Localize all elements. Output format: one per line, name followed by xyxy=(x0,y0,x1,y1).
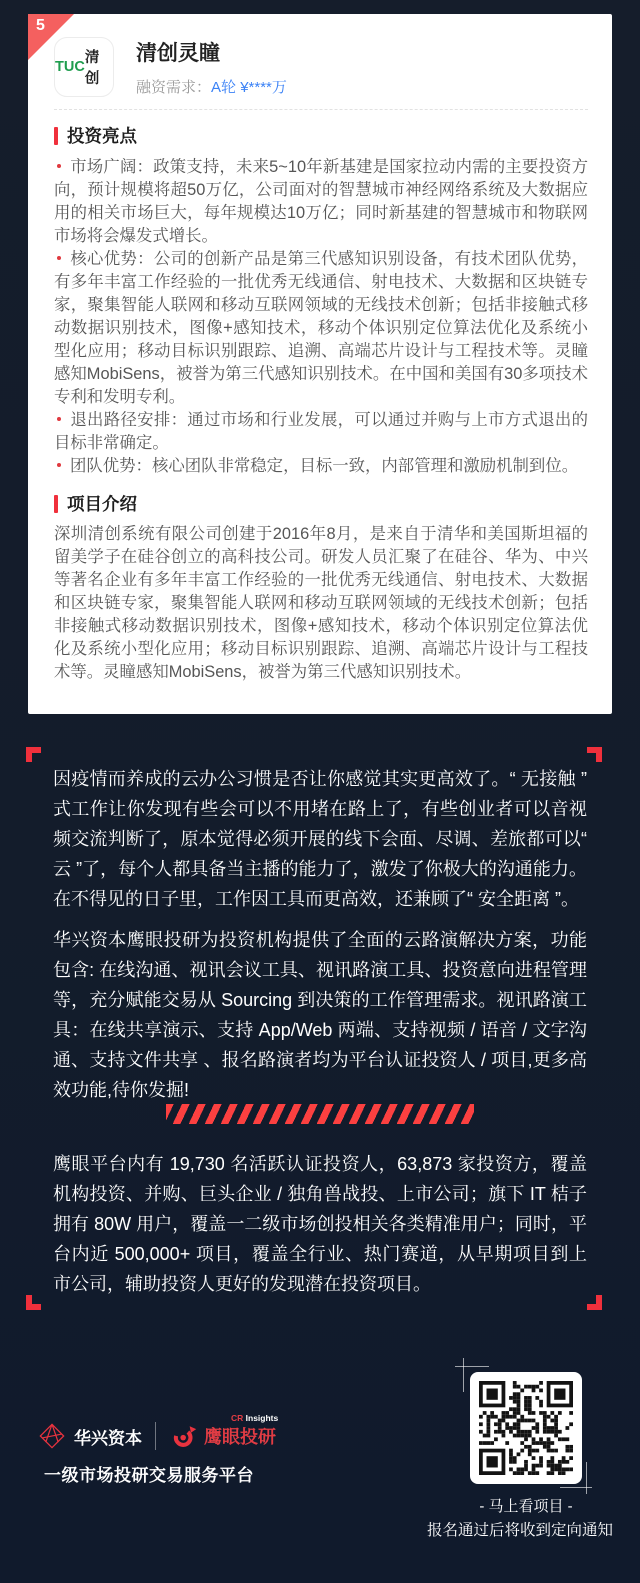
rank-badge-icon xyxy=(28,14,74,60)
corner-bracket-top-left-icon xyxy=(26,747,41,762)
highlight-text: 市场广阔：政策支持，未来5~10年新基建是国家拉动内需的主要投资方向，预计规模将超50万亿，公司面对的智慧城市神经网络系统及大数据应用的相关市场巨大，每年规模达10万亿；同时新基建的智慧城市和物联网市场将会爆发式增长。 xyxy=(54,158,588,245)
cr-rest: Insights xyxy=(243,1413,279,1423)
card-header-text xyxy=(136,37,287,97)
footer-brands xyxy=(38,1413,279,1450)
brand-left-name: 华兴资本 xyxy=(74,1428,142,1448)
company-logo-text-cn: 清创 xyxy=(84,50,100,87)
corner-bracket-bottom-right-icon xyxy=(587,1295,602,1310)
qr-code xyxy=(470,1372,582,1484)
dashed-divider xyxy=(54,109,588,110)
intro-paragraph: 深圳清创系统有限公司创建于2016年8月，是来自于清华和美国斯坦福的留美学子在硅谷创立的高科技公司。研发人员汇聚了在硅谷、华为、中兴等著名企业有多年丰富工作经验的一批优秀无线通信、射电技术、大数据和区块链专家，聚集智能人联网和移动互联网领域的无线技术创新；包括非接触式移动数据识别技术，图像+感知技术，移动个体识别定位算法优化及系统小型化应用；移动目标识别跟踪、追溯、高端芯片设计与工程技术等。灵瞳感知MobiSens，被誉为第三代感知识别技术。 xyxy=(54,525,588,681)
highlight-text: 团队优势：核心团队非常稳定，目标一致，内部管理和激励机制到位。 xyxy=(70,457,579,475)
project-card xyxy=(28,14,612,714)
highlight-text: 退出路径安排：通过市场和行业发展，可以通过并购与上市方式退出的目标非常确定。 xyxy=(54,411,588,452)
promo-paragraph-3: 鹰眼平台内有 19,730 名活跃认证投资人，63,873 家投资方，覆盖机构投资、并购、巨头企业 / 独角兽战投、上市公司；旗下 IT 桔子拥有 80W 用户，覆盖一二级市场创投相关各类精准用户；同时，平台内近 500,000+ 项目，覆盖全行业、热门赛道，从早期项目到上市公司，辅助投资人更好的发现潜在投资项目。 xyxy=(53,1154,587,1294)
red-bar-icon xyxy=(54,495,58,513)
qr-caption-secondary: 报名通过后将收到定向通知 xyxy=(426,1522,613,1539)
qr-crop-mark xyxy=(560,1487,592,1488)
bullet-dot-icon xyxy=(57,463,61,467)
red-bar-icon xyxy=(54,127,58,145)
highlights-title-text: 投资亮点 xyxy=(67,126,137,146)
funding-label: 融资需求： xyxy=(136,79,212,96)
promo-paragraph-1: 因疫情而养成的云办公习惯是否让你感觉其实更高效了。“ 无接触 ” 式工作让你发现有些会可以不用堵在路上了，有些创业者可以音视频交流判断了，原本觉得必须开展的线下会面、尽调、差旅都可以“ 云 ”了，每个人都具备当主播的能力了，激发了你极大的沟通能力。在不得见的日子里，工作因工具而更高效，还兼顾了“ 安全距离 ”。 xyxy=(53,769,587,909)
cr-prefix: CR xyxy=(231,1413,244,1423)
rank-number: 5 xyxy=(36,17,45,34)
bullet-dot-icon xyxy=(57,417,61,421)
section-highlights-title xyxy=(54,123,588,148)
highlights-list xyxy=(54,156,588,478)
card-header xyxy=(54,37,588,97)
cr-insights-label xyxy=(231,1413,278,1423)
eagle-eye-logo-icon xyxy=(171,1423,197,1449)
footer-tagline: 一级市场投研交易服务平台 xyxy=(44,1466,254,1485)
funding-value: A轮 ¥****万 xyxy=(211,79,287,96)
hazard-stripes-divider-icon xyxy=(166,1104,474,1124)
section-intro-title xyxy=(54,491,588,516)
promo-paragraph-2: 华兴资本鹰眼投研为投资机构提供了全面的云路演解决方案，功能包含: 在线沟通、视讯会议工具、视讯路演工具、投资意向进程管理等，充分赋能交易从 Sourcing 到决策的工作管理需求。视讯路演工具：在线共享演示、支持 App/Web 两端、支持视频 / 语音 / 文字沟通、支持文件共享 、报名路演者均为平台认证投资人 / 项目,更多高效功能,待你发掘! xyxy=(53,930,587,1100)
qr-caption-primary: - 马上看项目 - xyxy=(479,1498,573,1515)
qr-code-image xyxy=(479,1381,573,1475)
corner-bracket-bottom-left-icon xyxy=(26,1295,41,1310)
highlight-text: 核心优势：公司的创新产品是第三代感知识别设备，有技术团队优势，有多年丰富工作经验的一批优秀无线通信、射电技术、大数据和区块链专家，聚集智能人联网和移动互联网领域的无线技术创新；包括非接触式移动数据识别技术，图像+感知技术，移动个体识别定位算法优化及系统小型化应用；移动目标识别跟踪、追溯、高端芯片设计与工程技术等。灵瞳感知MobiSens，被誉为第三代感知识别技术。在中国和美国有30多项技术专利和发明专利。 xyxy=(54,250,588,406)
qr-crop-mark xyxy=(455,1366,489,1367)
company-logo-text-en: TUC xyxy=(55,59,85,75)
corner-bracket-top-right-icon xyxy=(587,747,602,762)
bullet-dot-icon xyxy=(57,164,61,168)
company-name: 清创灵瞳 xyxy=(136,42,220,65)
highlight-item xyxy=(54,409,588,455)
brand-divider xyxy=(155,1422,156,1450)
qr-crop-mark xyxy=(463,1358,464,1392)
intro-title-text: 项目介绍 xyxy=(67,494,137,514)
huaxing-diamond-logo-icon xyxy=(38,1422,66,1450)
highlight-item xyxy=(54,455,588,478)
funding-line xyxy=(136,76,287,97)
bullet-dot-icon xyxy=(57,256,61,260)
highlight-item xyxy=(54,248,588,409)
highlight-item xyxy=(54,156,588,248)
brand-right-text: 鹰眼投研 xyxy=(204,1427,276,1447)
brand-right-name xyxy=(204,1413,279,1449)
qr-crop-mark xyxy=(586,1462,587,1494)
